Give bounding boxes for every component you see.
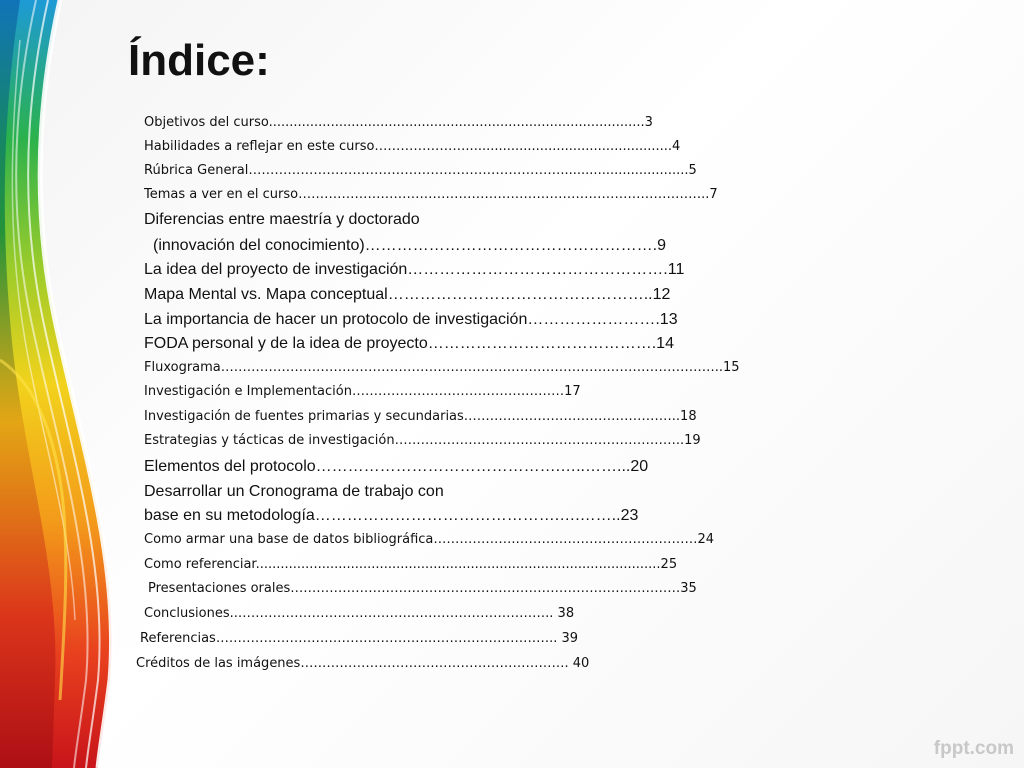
fppt-logo: fppt.com [933, 738, 1014, 759]
toc-entry-fuentes: Investigación de fuentes primarias y secundarias…………………………………………..18 [144, 409, 697, 424]
toc-entry-idea-proyecto: La idea del proyecto de investigación………………………………………….11 [144, 261, 685, 278]
toc-entry-cronograma: Desarrollar un Cronograma de trabajo con [144, 483, 444, 500]
page-title: Índice: [128, 36, 270, 85]
toc-entry-mapa-mental: Mapa Mental vs. Mapa conceptual…………………………………………..12 [144, 286, 671, 303]
toc-entry-rubrica: Rúbrica General………………………………………………………………...............................5 [144, 163, 697, 178]
toc-entry-presentaciones: Presentaciones orales………………………………………………………………………………35 [148, 581, 697, 596]
toc-entry-estrategias: Estrategias y tácticas de investigación…………………………..……………………………..19 [144, 433, 701, 448]
toc-entry-objetivos: Objetivos del curso...........................................................................................3 [144, 115, 653, 130]
toc-entry-elementos-protocolo: Elementos del protocolo……………………………………….…..……...20 [144, 458, 649, 475]
toc-entry-habilidades: Habilidades a reflejar en este curso…………………..................................................4 [144, 139, 681, 154]
toc-entry-cronograma-cont: base en su metodología……………………………………….….……..23 [144, 507, 639, 524]
toc-entry-investigacion-implementacion: Investigación e Implementación………………………………….………17 [144, 384, 581, 399]
toc-entry-diferencias: Diferencias entre maestría y doctorado [144, 211, 420, 228]
toc-entry-creditos: Créditos de las imágenes………………………….…………………………. 40 [136, 656, 590, 671]
toc-entry-temas: Temas a ver en el curso…………………………………………………………………………………..7 [144, 187, 718, 202]
toc-entry-foda: FODA personal y de la idea de proyecto…………………………………….14 [144, 335, 674, 352]
toc-entry-conclusiones: Conclusiones..…………………………………..………………………….. 38 [144, 606, 575, 621]
toc-entry-fluxograma: Fluxograma……………………………………………………………………………………………………..15 [144, 360, 740, 375]
toc-entry-referencias: Referencias…………………………………………..……………………….. 39 [140, 631, 579, 646]
toc-entry-importancia-protocolo: La importancia de hacer un protocolo de investigación…………………….13 [144, 311, 678, 328]
toc-entry-base-datos: Como armar una base de datos bibliográfica……………….……………………………………24 [144, 532, 715, 547]
toc-entry-diferencias-cont: (innovación del conocimiento)……………………………………………….9 [153, 237, 667, 254]
toc-entry-referenciar: Como referenciar..................................................................................................25 [144, 557, 678, 572]
